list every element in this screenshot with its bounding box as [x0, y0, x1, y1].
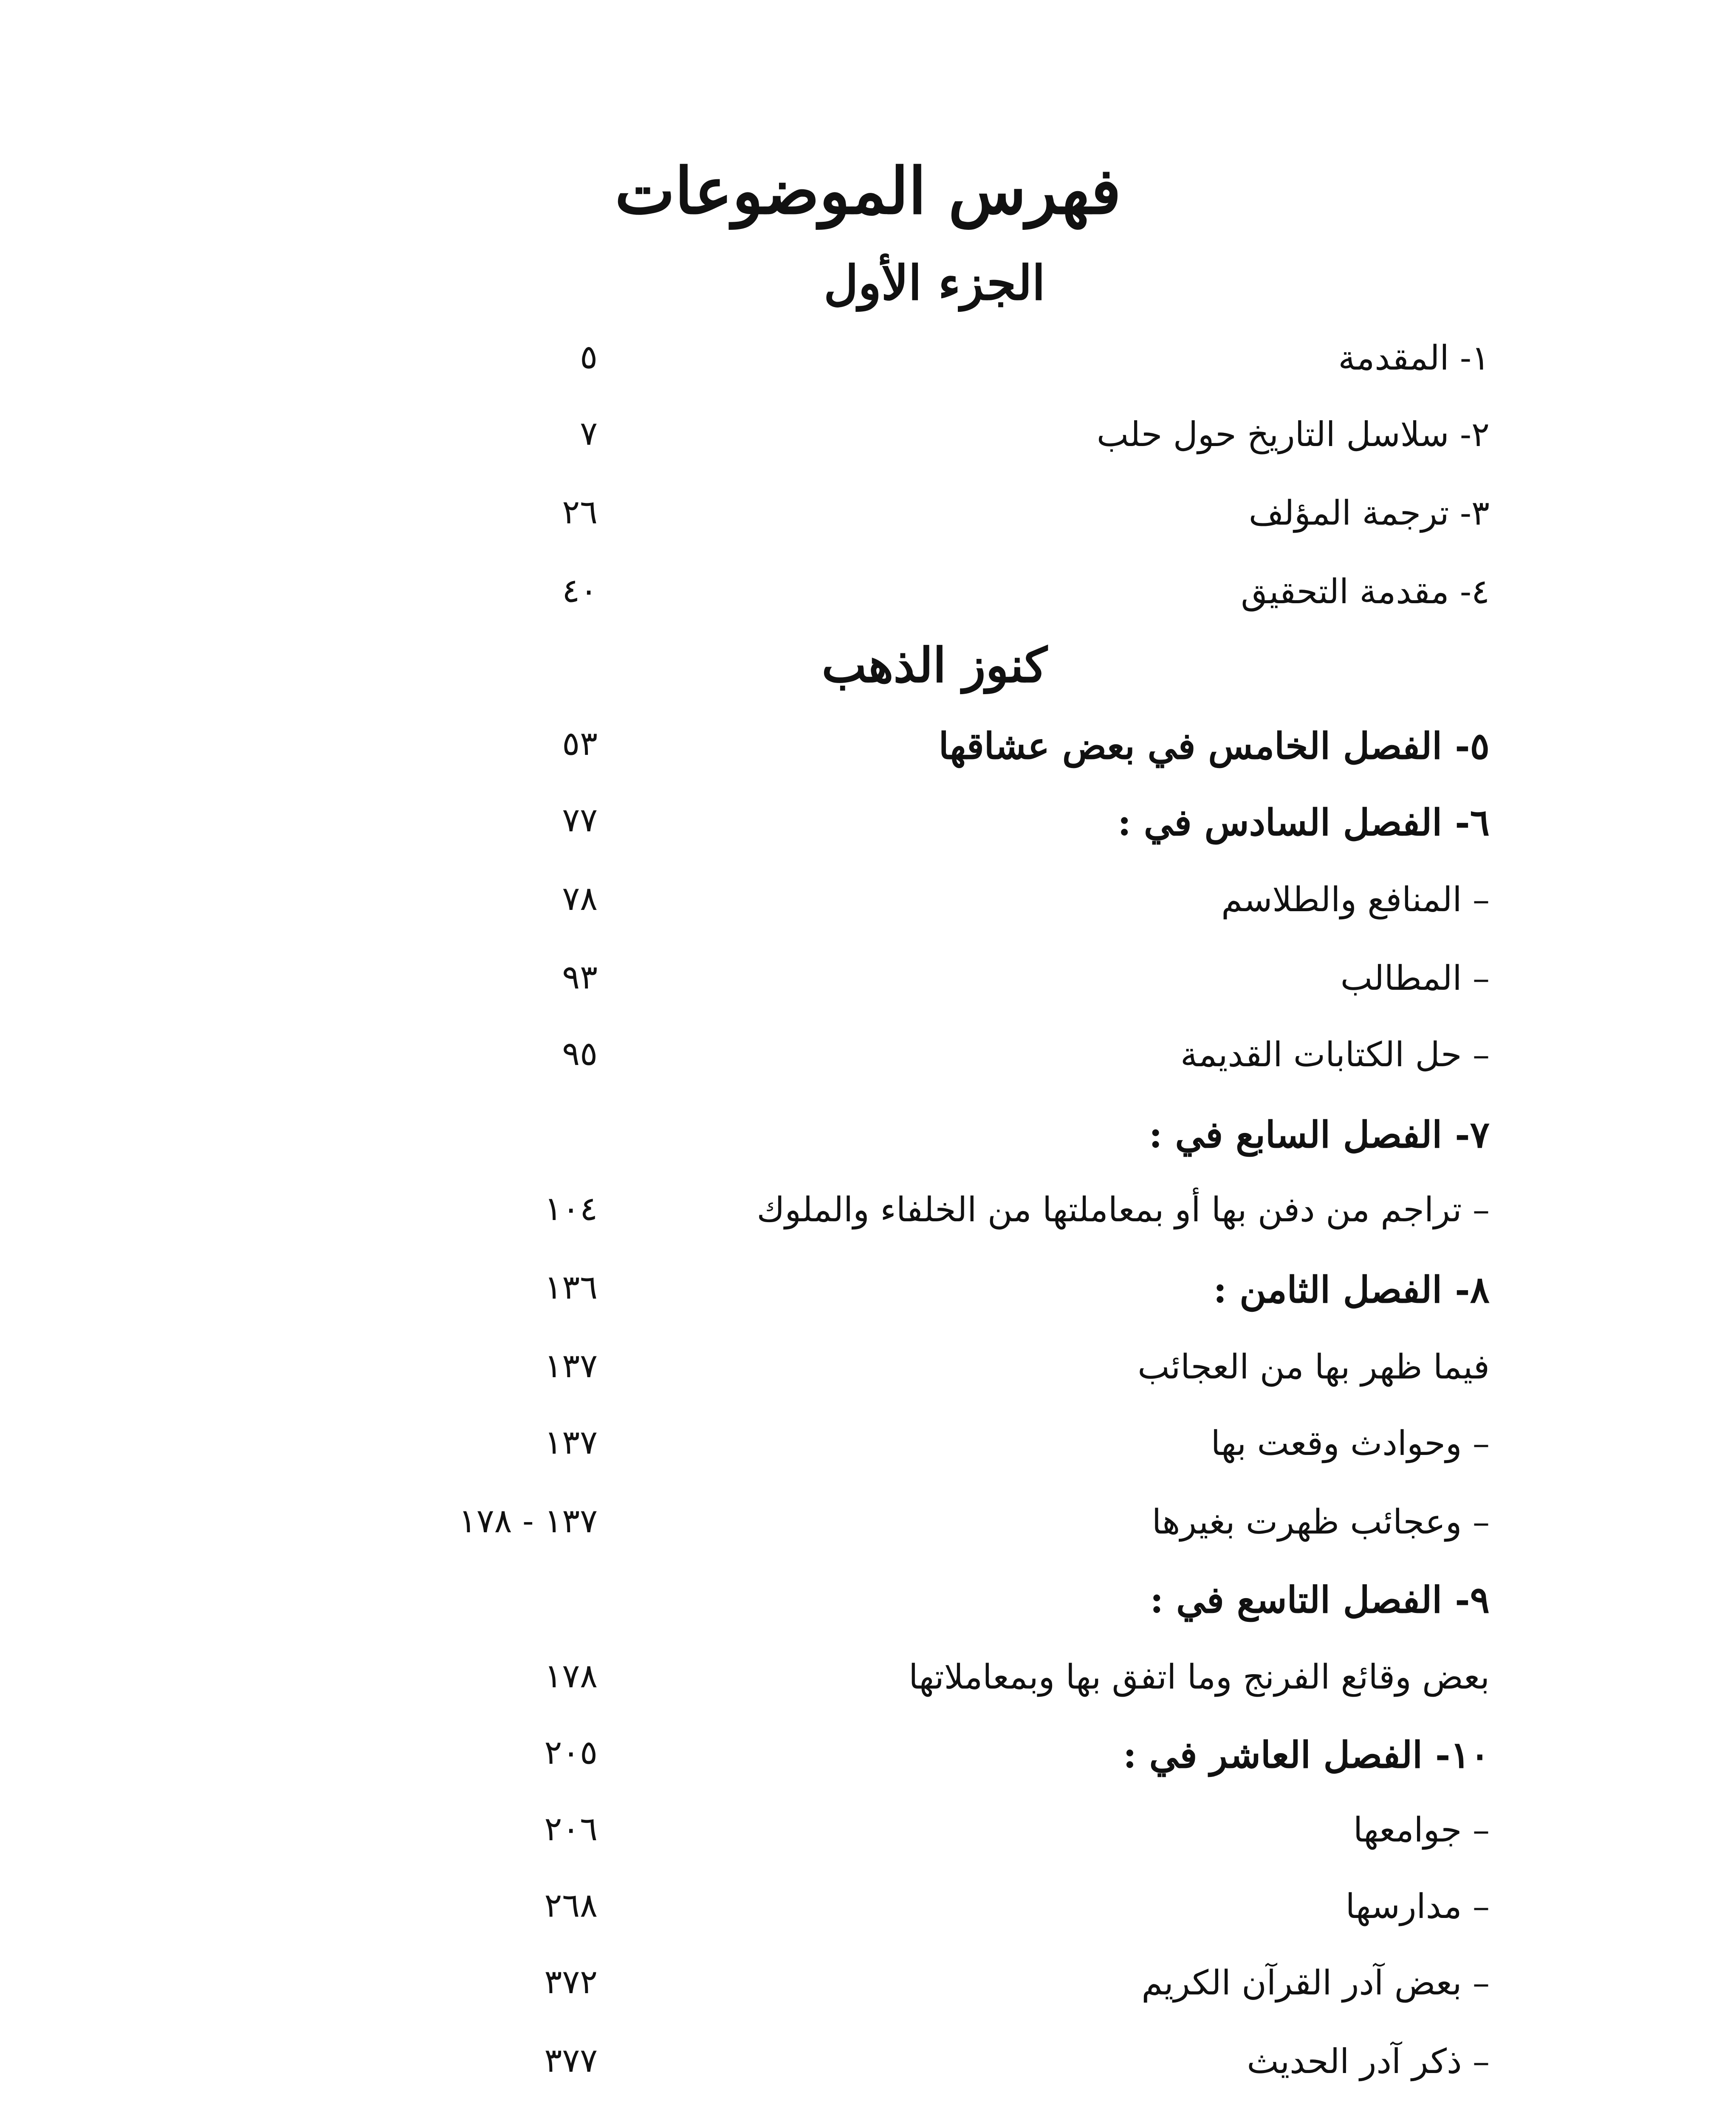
toc-entry-title: – مدارسها — [1345, 1887, 1490, 1926]
page-title: فهرس الموضوعات — [615, 154, 1121, 229]
toc-entry-title: ١- المقدمة — [1338, 338, 1490, 378]
toc-entry-title: – بعض آدر القرآن الكريم — [1141, 1963, 1490, 2003]
toc-entry-page: ٥٣ — [562, 725, 598, 763]
toc-entry-title: فيما ظهر بها من العجائب — [1138, 1347, 1490, 1387]
toc-entry-title: – المنافع والطلاسم — [1221, 880, 1490, 919]
toc-entry-title: – ذكر آدر الحديث — [1247, 2042, 1490, 2081]
toc-entry-page: ٢٦ — [562, 493, 598, 531]
toc-entry-page: ٧٨ — [562, 880, 598, 918]
toc-entry-title: – حل الكتابات القديمة — [1180, 1035, 1490, 1074]
toc-entry-page: ٥ — [580, 338, 598, 376]
toc-entry-page: ١٣٧ - ١٧٨ — [458, 1502, 598, 1540]
toc-chapter-title: ٧- الفصل السابع في : — [1149, 1113, 1490, 1156]
toc-entry-page: ٢٠٦ — [544, 1810, 598, 1848]
toc-chapter-title: ٥- الفصل الخامس في بعض عشاقها — [938, 725, 1490, 768]
toc-chapter-title: ١٠- الفصل العاشر في : — [1123, 1734, 1490, 1777]
toc-entry-page: ٣٧٧ — [544, 2042, 598, 2080]
toc-entry-page: ٩٥ — [562, 1035, 598, 1073]
toc-entry-page: ٩٣ — [562, 958, 598, 997]
toc-entry-title: ٢- سلاسل التاريخ حول حلب — [1096, 415, 1490, 454]
toc-entry-page: ٢٠٥ — [544, 1734, 598, 1772]
toc-entry-page: ١٠٤ — [544, 1190, 598, 1228]
toc-entry-page: ٧٧ — [562, 801, 598, 839]
toc-entry-title: – وحوادث وقعت بها — [1211, 1424, 1490, 1463]
toc-entry-page: ٧ — [580, 415, 598, 453]
toc-chapter-title: ٦- الفصل السادس في : — [1118, 801, 1490, 844]
toc-entry-title: بعض وقائع الفرنج وما اتفق بها وبمعاملاتها — [909, 1657, 1490, 1697]
toc-entry-page: ٤٠ — [562, 572, 598, 610]
toc-entry-page: ١٣٧ — [544, 1424, 598, 1462]
toc-entry-page: ٢٦٨ — [544, 1887, 598, 1925]
section-heading-kunuz: كنوز الذهب — [821, 638, 1047, 693]
toc-entry-title: ٣- ترجمة المؤلف — [1248, 493, 1490, 533]
section-heading-part-one: الجزء الأول — [824, 255, 1045, 311]
toc-entry-title: ٤- مقدمة التحقيق — [1241, 572, 1490, 611]
toc-entry-page: ١٣٦ — [544, 1268, 598, 1307]
toc-entry-title: – تراجم من دفن بها أو بمعاملتها من الخلفاء والملوك — [757, 1190, 1490, 1229]
toc-entry-title: – وعجائب ظهرت بغيرها — [1152, 1502, 1490, 1542]
toc-chapter-title: ٩- الفصل التاسع في : — [1150, 1579, 1490, 1621]
toc-chapter-title: ٨- الفصل الثامن : — [1213, 1268, 1490, 1311]
toc-entry-title: – جوامعها — [1353, 1810, 1490, 1850]
toc-entry-page: ١٧٨ — [544, 1657, 598, 1695]
toc-entry-page: ١٣٧ — [544, 1347, 598, 1385]
toc-entry-title: – المطالب — [1340, 958, 1490, 998]
toc-entry-page: ٣٧٢ — [544, 1963, 598, 2001]
